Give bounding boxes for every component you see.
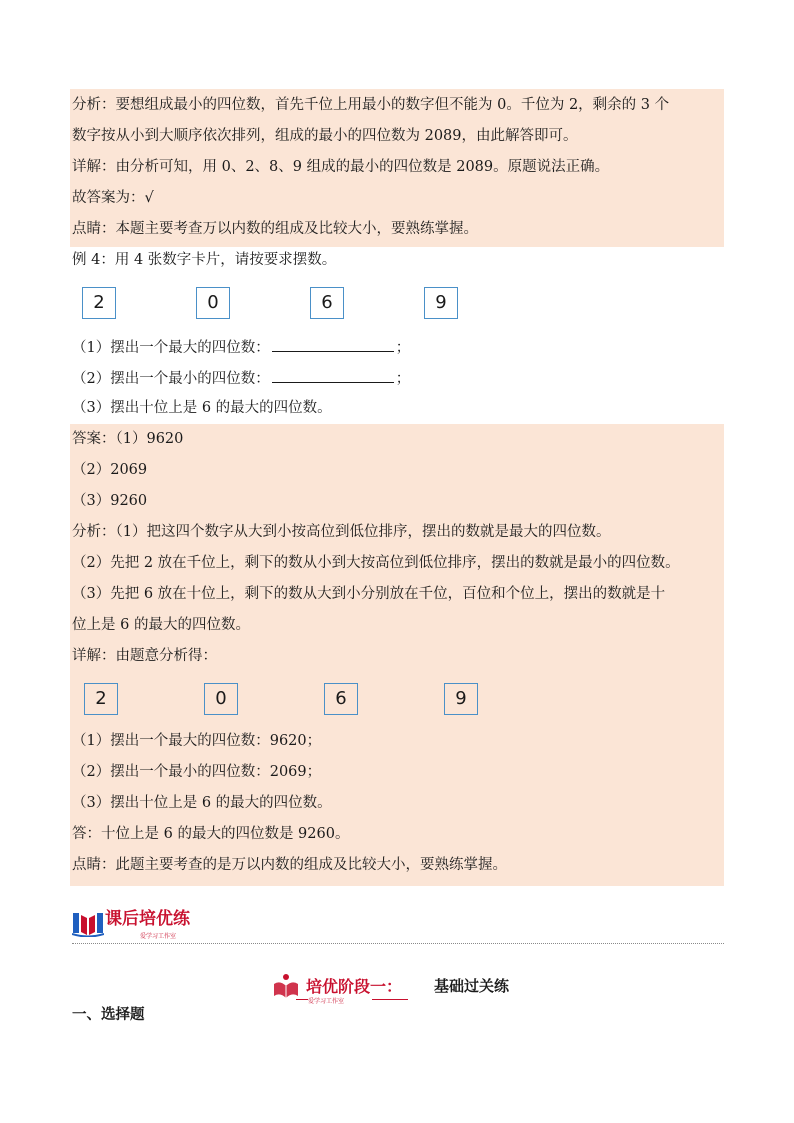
question-1-text: （1）摆出一个最大的四位数： bbox=[72, 340, 270, 356]
solution-analysis-3a: （3）先把 6 放在十位上，剩下的数从大到小分别放在千位，百位和个位上，摆出的数就是十 bbox=[72, 586, 666, 602]
book-icon bbox=[72, 909, 104, 941]
solution-result-3: （3）摆出十位上是 6 的最大的四位数。 bbox=[72, 795, 332, 811]
analysis-line-2: 数字按从小到大顺序依次排列，组成的最小的四位数为 2089，由此解答即可。 bbox=[72, 128, 578, 144]
stage-heading bbox=[268, 972, 568, 1006]
digit-card: 6 bbox=[324, 683, 358, 715]
solution-result-1: （1）摆出一个最大的四位数：9620； bbox=[72, 733, 322, 749]
solution-comment: 点睛：此题主要考查的是万以内数的组成及比较大小，要熟练掌握。 bbox=[72, 857, 507, 873]
question-2 bbox=[72, 362, 410, 393]
question-1-suffix: ； bbox=[395, 340, 411, 356]
solution-answer-2: （2）2069 bbox=[72, 462, 148, 478]
stage-subtitle-right: 基础过关练 bbox=[434, 977, 510, 995]
comment-line: 点睛：本题主要考查万以内数的组成及比较大小，要熟练掌握。 bbox=[72, 221, 478, 237]
solution-answer-3: （3）9260 bbox=[72, 493, 148, 509]
stage-colon: ： bbox=[386, 977, 403, 996]
banner-title: 课后培优练 bbox=[105, 909, 190, 929]
answer-blank-2[interactable] bbox=[272, 362, 394, 383]
solution-analysis-2: （2）先把 2 放在千位上，剩下的数从小到大按高位到低位排序，摆出的数就是最小的四位数。 bbox=[72, 555, 680, 571]
detail-line: 详解：由分析可知，用 0、2、8、9 组成的最小的四位数是 2089。原题说法正确。 bbox=[72, 159, 610, 175]
stage-icon bbox=[268, 972, 304, 1006]
stage-title-text: 培优阶段一 bbox=[306, 977, 387, 996]
digit-card: 9 bbox=[424, 287, 458, 319]
question-3: （3）摆出十位上是 6 的最大的四位数。 bbox=[72, 400, 332, 416]
banner-subtitle: 爱学习工作室 bbox=[140, 933, 177, 940]
solution-result-2: （2）摆出一个最小的四位数：2069； bbox=[72, 764, 322, 780]
digit-card: 2 bbox=[82, 287, 116, 319]
solution-analysis-3b: 位上是 6 的最大的四位数。 bbox=[72, 617, 250, 633]
solution-detail-title: 详解：由题意分析得： bbox=[72, 648, 217, 664]
stage-rule-right bbox=[372, 999, 408, 1000]
stage-title bbox=[306, 974, 402, 997]
divider bbox=[72, 943, 724, 944]
section-heading: 一、选择题 bbox=[72, 1007, 145, 1023]
digit-card: 2 bbox=[84, 683, 118, 715]
digit-card: 0 bbox=[196, 287, 230, 319]
digit-card: 0 bbox=[204, 683, 238, 715]
digit-card: 6 bbox=[310, 287, 344, 319]
digit-card: 9 bbox=[444, 683, 478, 715]
solution-analysis-1: 分析：（1）把这四个数字从大到小按高位到低位排序，摆出的数就是最大的四位数。 bbox=[72, 524, 611, 540]
solution-final: 答：十位上是 6 的最大的四位数是 9260。 bbox=[72, 826, 350, 842]
stage-small-subtitle: 爱学习工作室 bbox=[308, 998, 345, 1005]
answer-blank-1[interactable] bbox=[272, 331, 394, 352]
solution-answer-1: 答案：（1）9620 bbox=[72, 431, 184, 447]
stage-rule-left bbox=[296, 999, 308, 1000]
analysis-line-1: 分析：要想组成最小的四位数，首先千位上用最小的数字但不能为 0。千位为 2，剩余的 3 个 bbox=[72, 97, 670, 113]
answer-line: 故答案为：√ bbox=[72, 190, 154, 206]
question-2-text: （2）摆出一个最小的四位数： bbox=[72, 371, 270, 387]
question-1 bbox=[72, 331, 410, 362]
example-title: 例 4：用 4 张数字卡片，请按要求摆数。 bbox=[72, 252, 337, 268]
question-2-suffix: ； bbox=[395, 371, 411, 387]
